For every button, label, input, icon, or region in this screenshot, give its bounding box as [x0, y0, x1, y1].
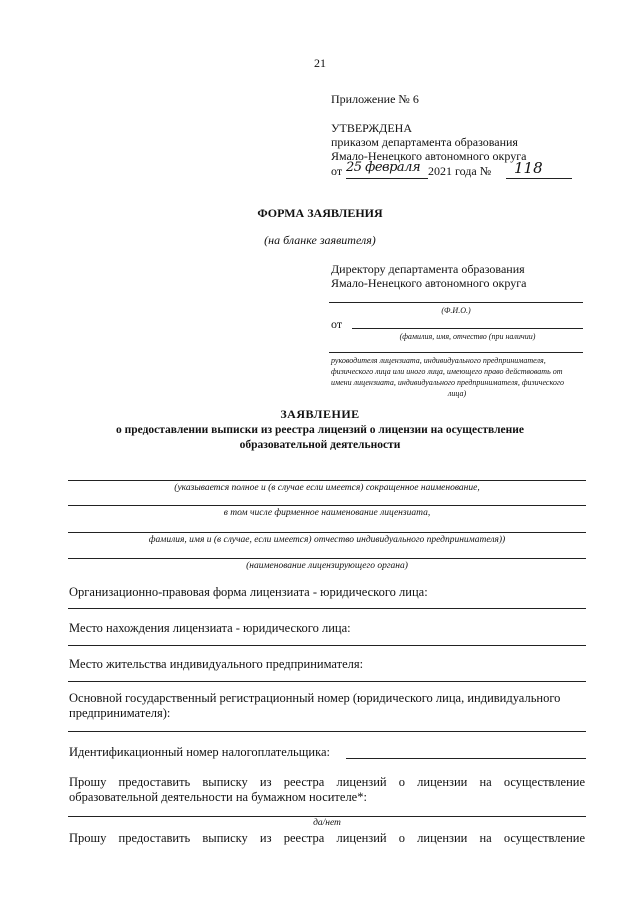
date-underline: [346, 178, 428, 179]
appendix-label: Приложение № 6: [331, 92, 419, 106]
addressee-line-2: Ямало-Ненецкого автономного округа: [331, 276, 527, 290]
role-caption-4: лица): [447, 389, 467, 398]
form-subtitle: (на бланке заявителя): [264, 233, 376, 247]
residence-line: [68, 681, 586, 682]
yes-no-caption: да/нет: [313, 818, 341, 828]
org-form-label: Организационно-правовая форма лицензиата - юридического лица:: [69, 585, 428, 599]
caption-2: в том числе фирменное наименование лицензиата,: [223, 508, 431, 518]
caption-4: (наименование лицензирующего органа): [246, 561, 408, 571]
inn-line: [346, 758, 586, 759]
from-line: [352, 328, 583, 329]
addressee-line-1: Директору департамента образования: [331, 262, 525, 276]
applicant-line-1: [68, 480, 586, 481]
fio-caption: (Ф.И.О.): [441, 306, 471, 315]
approval-line-1: приказом департамента образования: [331, 135, 518, 149]
electronic-request-1: Прошу предоставить выписку из реестра лицензий о лицензии на осуществление: [69, 831, 585, 845]
ogrn-line: [68, 731, 586, 732]
caption-3: фамилия, имя и (в случае, если имеется) отчество индивидуального предпринимателя)): [148, 535, 506, 545]
approval-number-handwritten: 118: [514, 159, 543, 177]
statement-title: ЗАЯВЛЕНИЕ: [280, 407, 360, 421]
ogrn-label-2: предпринимателя):: [69, 706, 171, 720]
role-caption-2: физического лица или иного лица, имеющего право действовать от: [331, 367, 563, 376]
licensing-body-line: [68, 558, 586, 559]
page-number: 21: [314, 56, 326, 70]
org-form-line: [68, 608, 586, 609]
statement-subtitle-1: о предоставлении выписки из реестра лицензий о лицензии на осуществление: [115, 424, 524, 436]
statement-subtitle-2: образовательной деятельности: [239, 439, 401, 451]
approved-label: УТВЕРЖДЕНА: [331, 121, 413, 135]
name-caption: (фамилия, имя, отчество (при наличии): [399, 332, 536, 341]
role-caption-3: имени лицензиата, индивидуального предпринимателя, физического: [331, 378, 565, 387]
applicant-line-3: [68, 532, 586, 533]
paper-request-2: образовательной деятельности на бумажном носителе*:: [69, 790, 367, 804]
inn-label: Идентификационный номер налогоплательщика:: [69, 745, 330, 759]
approval-date-year: 2021 года №: [428, 164, 492, 178]
role-caption-1: руководителя лицензиата, индивидуального предпринимателя,: [331, 356, 546, 365]
fio-line: [329, 302, 583, 303]
location-label: Место нахождения лицензиата - юридического лица:: [69, 621, 351, 635]
approval-line-2: Ямало-Ненецкого автономного округа: [331, 149, 527, 163]
location-line: [68, 645, 586, 646]
caption-1: (указывается полное и (в случае если имеется) сокращенное наименование,: [174, 483, 480, 493]
residence-label: Место жительства индивидуального предпринимателя:: [69, 657, 364, 671]
paper-answer-line: [68, 816, 586, 817]
paper-request-1: Прошу предоставить выписку из реестра лицензий о лицензии на осуществление: [69, 775, 585, 789]
approval-date-handwritten: 25 февраля: [346, 160, 421, 175]
applicant-line-2: [68, 505, 586, 506]
approval-date-prefix: от: [331, 164, 343, 178]
ogrn-label-1: Основной государственный регистрационный номер (юридического лица, индивидуального: [69, 691, 561, 705]
role-line: [329, 352, 583, 353]
number-underline: [506, 178, 572, 179]
form-title: ФОРМА ЗАЯВЛЕНИЯ: [257, 206, 383, 220]
from-label: от: [331, 317, 343, 331]
